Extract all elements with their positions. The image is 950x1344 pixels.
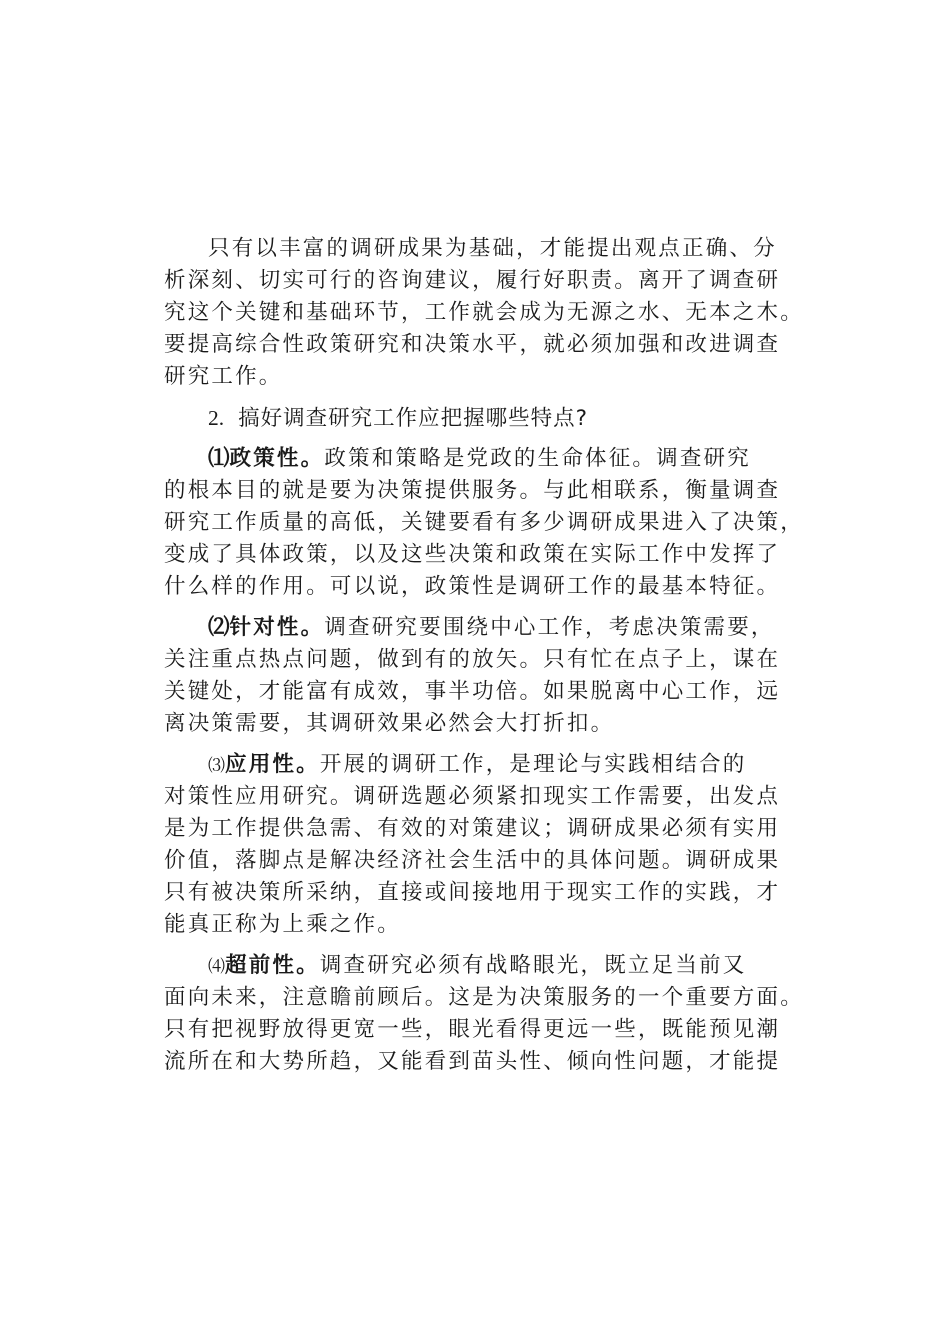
- text-line: 究这个关键和基础环节，工作就会成为无源之水、无本之木。: [164, 300, 804, 325]
- text-line: 是为工作提供急需、有效的对策建议；调研成果必须有实用: [164, 816, 781, 841]
- text-line: 只有把视野放得更宽一些，眼光看得更远一些，既能预见潮: [164, 1017, 781, 1042]
- text-line: 研究工作。: [164, 364, 283, 389]
- text-line: 流所在和大势所趋，又能看到苗头性、倾向性问题，才能提: [164, 1049, 781, 1074]
- text-line: 能真正称为上乘之作。: [164, 912, 402, 937]
- point-text: 调查研究要围绕中心工作，考虑决策需要，: [324, 615, 775, 640]
- point-marker: ⑴: [208, 446, 230, 471]
- point-foresight: [164, 950, 804, 1078]
- question-text: 搞好调查研究工作应把握哪些特点?: [238, 406, 589, 431]
- text-line: 关注重点热点问题，做到有的放矢。只有忙在点子上，谋在: [164, 647, 781, 672]
- document-page: [164, 233, 804, 1087]
- text-line: 变成了具体政策，以及这些决策和政策在实际工作中发挥了: [164, 542, 781, 567]
- point-keyword: 政策性。: [229, 446, 325, 471]
- point-keyword: 超前性。: [225, 953, 320, 978]
- point-applicability: [164, 749, 804, 941]
- point-marker: ⑶: [208, 756, 225, 776]
- point-marker: ⑷: [208, 957, 225, 977]
- text-line: 的根本目的就是要为决策提供服务。与此相联系，衡量调查: [164, 478, 781, 503]
- question-number: 2.: [208, 406, 225, 430]
- text-line: 只有以丰富的调研成果为基础，才能提出观点正确、分: [208, 236, 777, 261]
- text-line: 什么样的作用。可以说，政策性是调研工作的最基本特征。: [164, 574, 781, 599]
- point-text: 开展的调研工作，是理论与实践相结合的: [319, 752, 747, 777]
- point-keyword: 针对性。: [229, 615, 325, 640]
- point-policy: [164, 443, 804, 603]
- text-line: 要提高综合性政策研究和决策水平，就必须加强和改进调查: [164, 332, 781, 357]
- question-heading: [164, 402, 804, 434]
- text-line: 研究工作质量的高低，关键要看有多少调研成果进入了决策，: [164, 510, 804, 535]
- intro-paragraph: [164, 233, 804, 393]
- text-line: 对策性应用研究。调研选题必须紧扣现实工作需要，出发点: [164, 784, 781, 809]
- text-line: 面向未来，注意瞻前顾后。这是为决策服务的一个重要方面。: [164, 985, 804, 1010]
- point-pertinence: [164, 612, 804, 740]
- point-keyword: 应用性。: [225, 752, 320, 777]
- text-line: 只有被决策所采纳，直接或间接地用于现实工作的实践，才: [164, 880, 781, 905]
- text-line: 析深刻、切实可行的咨询建议，履行好职责。离开了调查研: [164, 268, 781, 293]
- point-text: 调查研究必须有战略眼光，既立足当前又: [319, 953, 747, 978]
- point-text: 政策和策略是党政的生命体征。调查研究: [324, 446, 751, 471]
- point-marker: ⑵: [208, 615, 230, 640]
- text-line: 离决策需要，其调研效果必然会大打折扣。: [164, 711, 615, 736]
- text-line: 价值，落脚点是解决经济社会生活中的具体问题。调研成果: [164, 848, 781, 873]
- text-line: 关键处，才能富有成效，事半功倍。如果脱离中心工作，远: [164, 679, 781, 704]
